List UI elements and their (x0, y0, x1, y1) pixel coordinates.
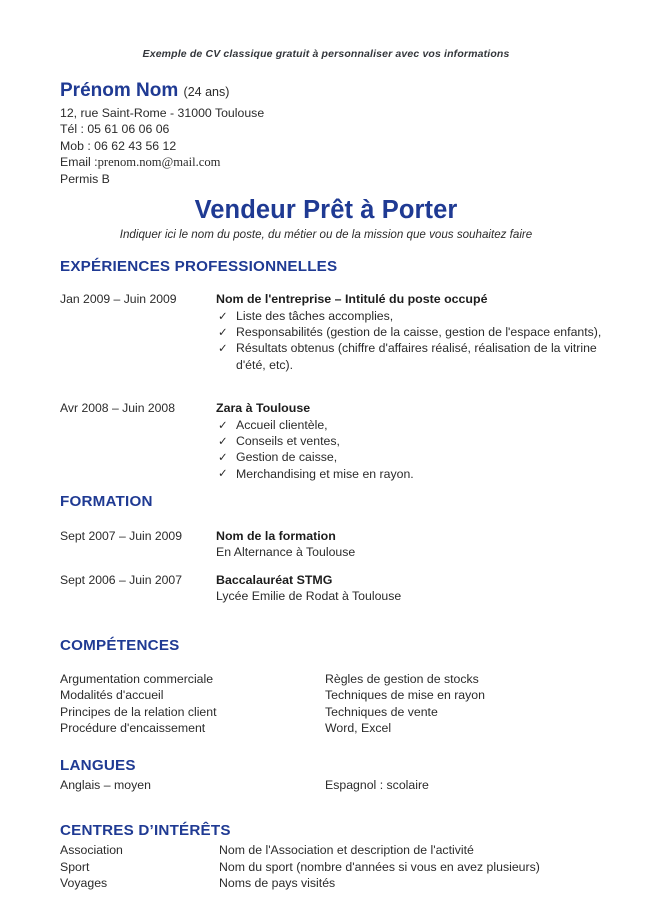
list-item (60, 842, 630, 859)
list-item: Espagnol : scolaire (325, 778, 429, 792)
page-title: Vendeur Prêt à Porter (194, 196, 458, 224)
contact-block (60, 80, 480, 187)
languages-column-left (60, 777, 322, 793)
interest-description: Noms de pays visités (219, 876, 336, 890)
list-item (216, 449, 616, 465)
section-heading-interests: CENTRES D’INTÉRÊTS (60, 822, 231, 839)
candidate-age: (24 ans) (183, 85, 230, 99)
interest-label: Sport (60, 859, 90, 874)
experience-entry-body (216, 291, 616, 373)
interest-label: Voyages (60, 876, 108, 890)
experience-entry-date: Avr 2008 – Juin 2008 (60, 401, 175, 415)
section-heading-experience: EXPÉRIENCES PROFESSIONNELLES (60, 258, 338, 275)
contact-address: 12, rue Saint-Rome - 31000 Toulouse (60, 106, 265, 120)
check-icon: ✓ (218, 324, 228, 339)
check-icon: ✓ (218, 433, 228, 448)
list-item: Procédure d'encaissement (60, 721, 206, 736)
interest-description: Nom du sport (nombre d'années si vous en avez plusieurs) (219, 859, 540, 874)
list-item (216, 324, 616, 340)
contact-phone: Tél : 05 61 06 06 06 (60, 122, 170, 137)
list-item-text: Merchandising et mise en rayon. (236, 466, 414, 481)
list-item (60, 859, 630, 876)
formation-entry (60, 528, 620, 561)
list-item: Anglais – moyen (60, 778, 151, 792)
check-icon: ✓ (218, 417, 228, 432)
document-caption: Exemple de CV classique gratuit à personnaliser avec vos informations (142, 48, 510, 60)
contact-email-value[interactable]: prenom.nom@mail.com (97, 155, 221, 170)
list-item (216, 466, 616, 482)
experience-entry (60, 291, 620, 373)
list-item-text: Responsabilités (gestion de la caisse, gestion de l'espace enfants), (236, 325, 602, 340)
check-icon: ✓ (218, 449, 228, 464)
interest-label: Association (60, 843, 123, 857)
section-heading-languages: LANGUES (60, 757, 136, 774)
formation-entry-sub: En Alternance à Toulouse (216, 545, 356, 559)
list-item-text: Gestion de caisse, (236, 450, 338, 465)
list-item: Modalités d'accueil (60, 688, 164, 703)
skills-column-left (60, 671, 322, 737)
formation-entry-date: Sept 2006 – Juin 2007 (60, 573, 182, 587)
section-heading-formation: FORMATION (60, 493, 153, 510)
list-item (216, 433, 616, 449)
candidate-name-line (60, 80, 480, 103)
list-item: Word, Excel (325, 721, 392, 736)
list-item (216, 308, 616, 324)
experience-bullet-list (216, 308, 616, 373)
check-icon: ✓ (218, 308, 228, 323)
list-item-text: Conseils et ventes, (236, 434, 340, 449)
contact-email-row (60, 154, 480, 170)
list-item (216, 340, 616, 372)
interests-rows (60, 842, 630, 892)
formation-entry-sub: Lycée Emilie de Rodat à Toulouse (216, 589, 402, 603)
check-icon: ✓ (218, 340, 228, 355)
check-icon: ✓ (218, 466, 228, 481)
formation-entry-title: Nom de la formation (216, 529, 336, 543)
list-item (60, 875, 630, 892)
list-item: Principes de la relation client (60, 704, 217, 719)
contact-licence: Permis B (60, 171, 110, 186)
experience-entry-title: Nom de l'entreprise – Intitulé du poste occupé (216, 292, 488, 306)
languages-column-right (325, 777, 620, 793)
contact-email-label: Email : (60, 155, 98, 170)
formation-entry-title: Baccalauréat STMG (216, 573, 333, 587)
list-item: Règles de gestion de stocks (325, 672, 479, 686)
list-item (216, 417, 616, 433)
list-item-text: Accueil clientèle, (236, 418, 328, 432)
formation-entry-body (216, 528, 616, 561)
list-item-text: Liste des tâches accomplies, (236, 309, 394, 323)
experience-entry (60, 400, 620, 482)
interest-description: Nom de l'Association et description de l'activité (219, 843, 474, 857)
section-heading-skills: COMPÉTENCES (60, 637, 180, 654)
experience-entry-body (216, 400, 616, 482)
contact-mobile: Mob : 06 62 43 56 12 (60, 138, 177, 153)
formation-entry (60, 572, 620, 605)
skills-column-right (325, 671, 620, 737)
page-subtitle: Indiquer ici le nom du poste, du métier ou de la mission que vous souhaitez faire (119, 228, 533, 241)
list-item: Techniques de vente (325, 704, 438, 719)
formation-entry-date: Sept 2007 – Juin 2009 (60, 529, 182, 543)
experience-bullet-list (216, 417, 616, 482)
list-item-text: Résultats obtenus (chiffre d'affaires réalisé, réalisation de la vitrine d'été, etc). (236, 341, 597, 372)
formation-entry-body (216, 572, 616, 605)
list-item: Argumentation commerciale (60, 672, 214, 686)
experience-entry-title: Zara à Toulouse (216, 401, 311, 415)
experience-entry-date: Jan 2009 – Juin 2009 (60, 292, 177, 306)
list-item: Techniques de mise en rayon (325, 688, 485, 703)
candidate-name: Prénom Nom (60, 80, 179, 101)
